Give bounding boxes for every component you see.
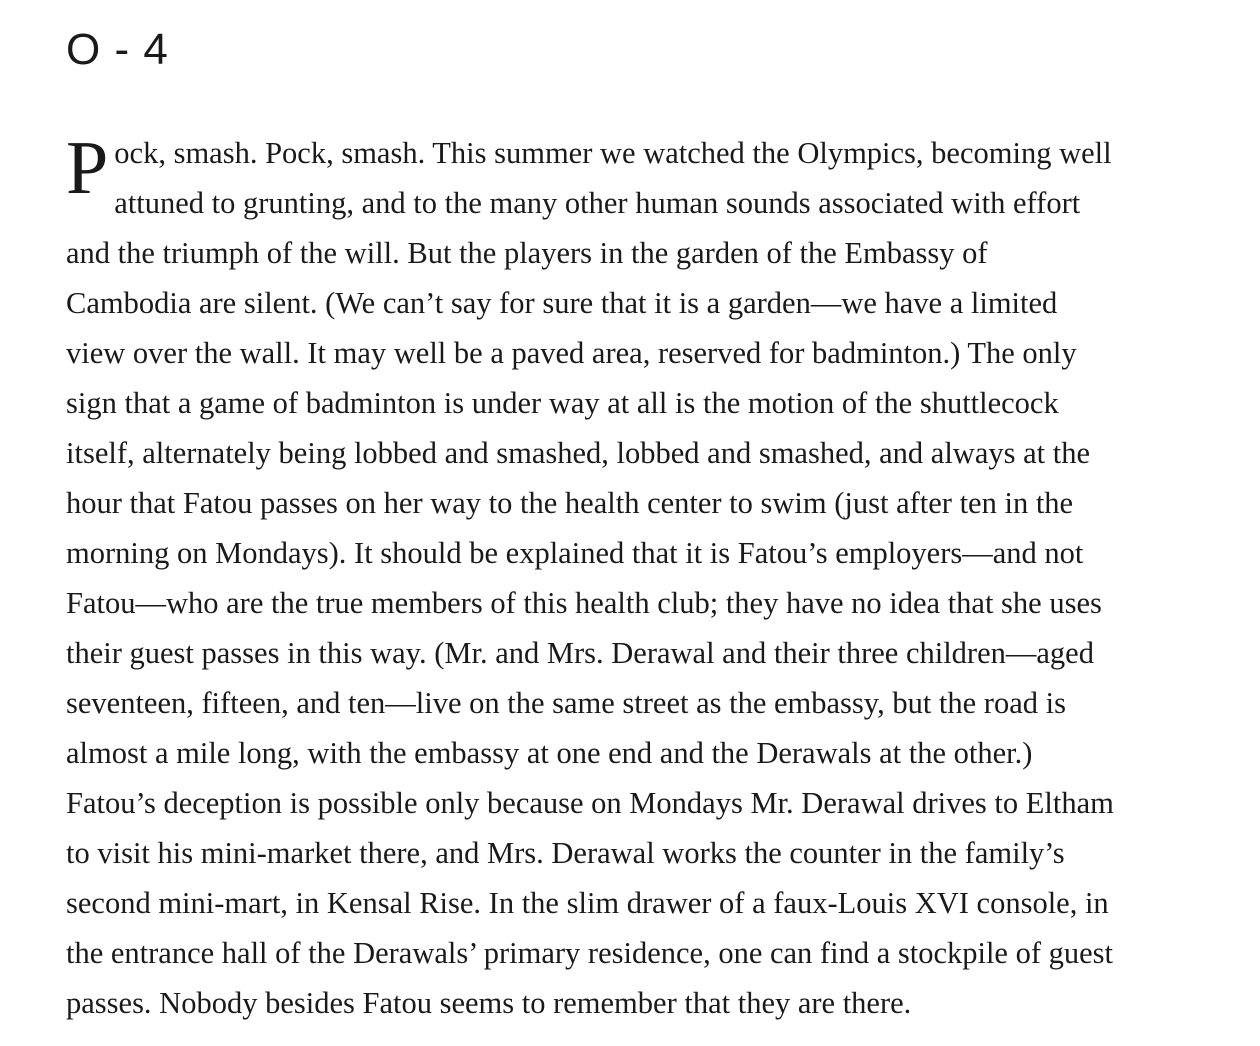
paragraph-line: Fatou’s deception is possible only because on Mondays Mr. Derawal drives to Eltham <box>66 786 1114 820</box>
paragraph-line: Cambodia are silent. (We can’t say for sure that it is a garden—we have a limited <box>66 286 1058 320</box>
paragraph-line: almost a mile long, with the embassy at one end and the Derawals at the other.) <box>66 736 1033 770</box>
story-paragraph <box>66 128 1226 1028</box>
paragraph-line: view over the wall. It may well be a paved area, reserved for badminton.) The only <box>66 336 1077 370</box>
paragraph-line: their guest passes in this way. (Mr. and Mrs. Derawal and their three children—aged <box>66 636 1094 670</box>
chapter-heading: O - 4 <box>66 25 169 74</box>
paragraph-line: second mini-mart, in Kensal Rise. In the slim drawer of a faux-Louis XVI console, in <box>66 886 1109 920</box>
paragraph-line: attuned to grunting, and to the many other human sounds associated with effort <box>114 186 1081 220</box>
page <box>66 0 1226 1028</box>
paragraph-line: to visit his mini-market there, and Mrs. Derawal works the counter in the family’s <box>66 836 1065 870</box>
paragraph-line: Fatou—who are the true members of this health club; they have no idea that she uses <box>66 586 1102 620</box>
paragraph-line: itself, alternately being lobbed and smashed, lobbed and smashed, and always at the <box>66 436 1090 470</box>
paragraph-line: passes. Nobody besides Fatou seems to remember that they are there. <box>66 986 912 1020</box>
paragraph-line: hour that Fatou passes on her way to the health center to swim (just after ten in the <box>66 486 1074 520</box>
drop-cap: P <box>66 126 109 210</box>
paragraph-line: seventeen, fifteen, and ten—live on the same street as the embassy, but the road is <box>66 686 1066 720</box>
paragraph-line: sign that a game of badminton is under way at all is the motion of the shuttlecock <box>66 386 1059 420</box>
paragraph-line: ock, smash. Pock, smash. This summer we watched the Olympics, becoming well <box>114 136 1112 170</box>
paragraph-line: morning on Mondays). It should be explained that it is Fatou’s employers—and not <box>66 536 1084 570</box>
paragraph-line: and the triumph of the will. But the players in the garden of the Embassy of <box>66 236 988 270</box>
paragraph-line: the entrance hall of the Derawals’ primary residence, one can find a stockpile of guest <box>66 936 1114 970</box>
